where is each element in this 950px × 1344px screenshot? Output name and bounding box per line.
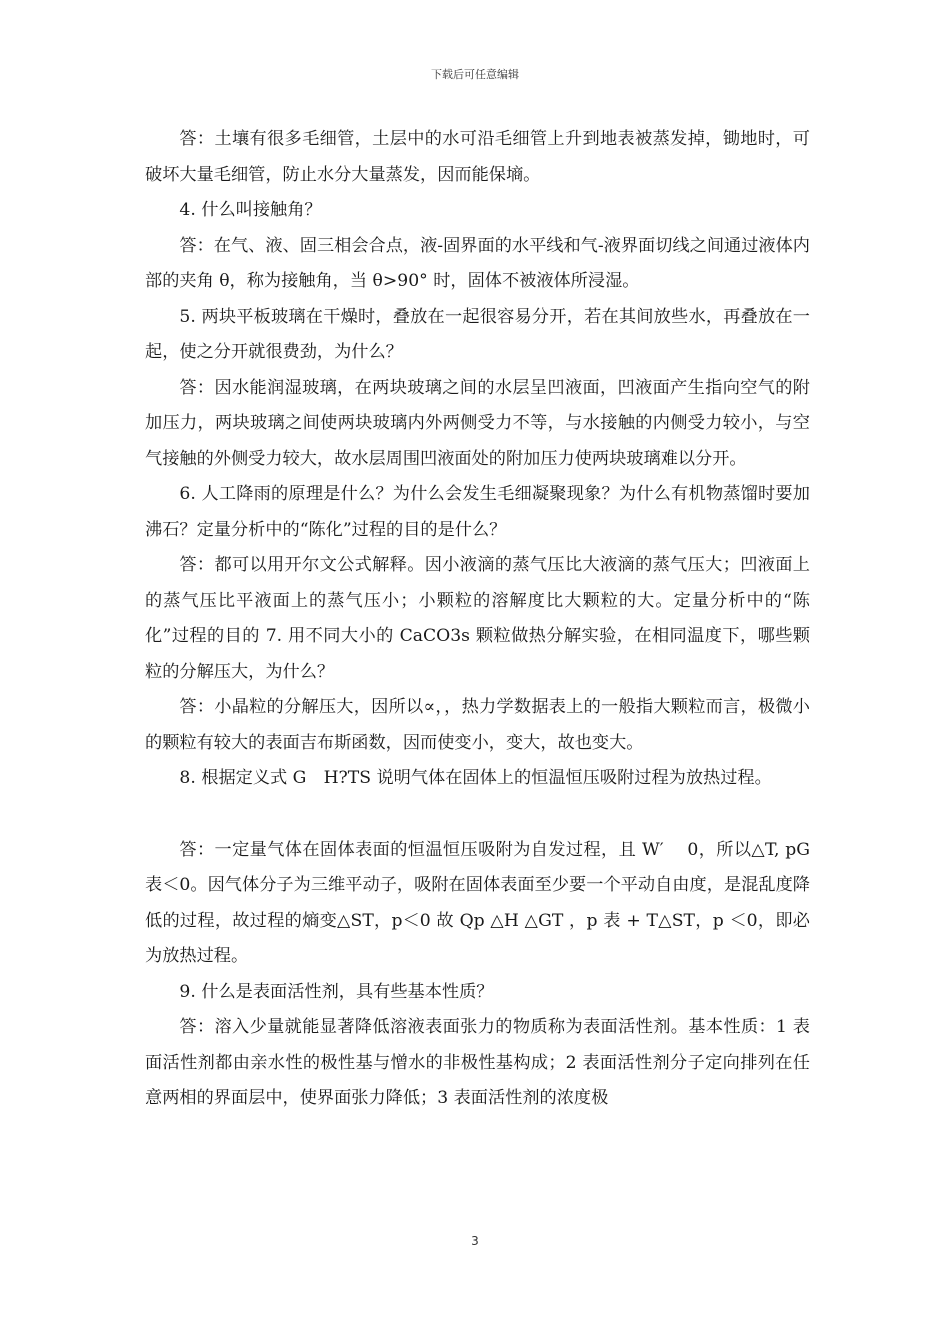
question-8: 8. 根据定义式 G H?TS 说明气体在固体上的恒温恒压吸附过程为放热过程。: [179, 768, 772, 788]
answer-paragraph-4: 答：在气、液、固三相会合点，液-固界面的水平线和气-液界面切线之间通过液体内部的夹角 θ，称为接触角，当 θ>90° 时，固体不被液体所浸湿。: [145, 235, 810, 291]
answer-paragraph-8: 答：一定量气体在固体表面的恒温恒压吸附为自发过程，且 W′ 0，所以△T, pG 表＜0。因气体分子为三维平动子，吸附在固体表面至少要一个平动自由度，是混乱度降低的过程，故过程的熵变△ST，p＜0 故 Qp △H △GT ，p 表 + T△ST，p ＜0，即必为放热过程。: [145, 839, 810, 966]
answer-paragraph-6: 答：都可以用开尔文公式解释。因小液滴的蒸气压比大液滴的蒸气压大；凹液面上的蒸气压比平液面上的蒸气压小；小颗粒的溶解度比大颗粒的大。定量分析中的“陈化”过程的目的 7. 用不同大小的 CaCO3s 颗粒做热分解实验，在相同温度下，哪些颗粒的分解压大，为什么？: [145, 555, 810, 682]
answer-paragraph-3: 答：土壤有很多毛细管，土层中的水可沿毛细管上升到地表被蒸发掉，锄地时，可破坏大量毛细管，防止水分大量蒸发，因而能保墒。: [145, 129, 810, 185]
question-5: 5. 两块平板玻璃在干燥时，叠放在一起很容易分开，若在其间放些水，再叠放在一起，使之分开就很费劲，为什么？: [145, 306, 810, 362]
page-header: 下载后可任意编辑: [431, 68, 519, 81]
answer-paragraph-7: 答：小晶粒的分解压大，因所以∝，，热力学数据表上的一般指大颗粒而言，极微小的颗粒有较大的表面吉布斯函数，因而使变小，变大，故也变大。: [145, 697, 810, 753]
question-4: 4. 什么叫接触角？: [179, 200, 322, 220]
answer-paragraph-9: 答：溶入少量就能显著降低溶液表面张力的物质称为表面活性剂。基本性质：1 表面活性剂都由亲水性的极性基与憎水的非极性基构成；2 表面活性剂分子定向排列在任意两相的界面层中，使界面张力降低；3 表面活性剂的浓度极: [145, 1017, 810, 1108]
document-body: [145, 122, 810, 1117]
answer-paragraph-5: 答：因水能润湿玻璃，在两块玻璃之间的水层呈凹液面，凹液面产生指向空气的附加压力，两块玻璃之间使两块玻璃内外两侧受力不等，与水接触的内侧受力较小，与空气接触的外侧受力较大，故水层周围凹液面处的附加压力使两块玻璃难以分开。: [145, 377, 810, 469]
page-number: 3: [471, 1234, 479, 1248]
question-9: 9. 什么是表面活性剂，具有些基本性质？: [179, 981, 494, 1002]
question-6: 6. 人工降雨的原理是什么？为什么会发生毛细凝聚现象？为什么有机物蒸馏时要加沸石？定量分析中的“陈化”过程的目的是什么？: [145, 484, 810, 540]
